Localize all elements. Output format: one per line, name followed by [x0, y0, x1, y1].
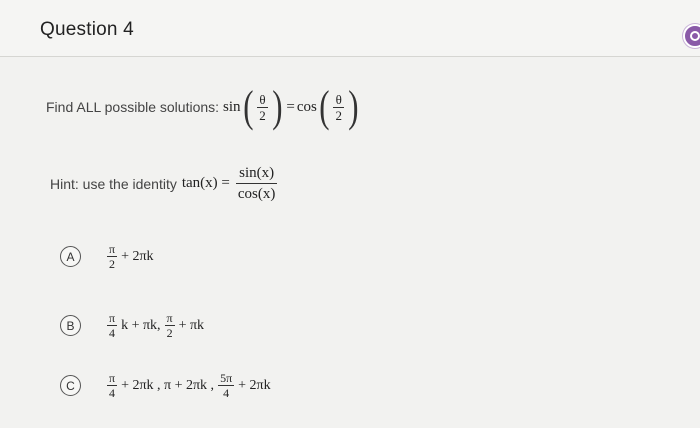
theta-over-2-fraction-rhs: $\frac{\theta}{2}$	[335, 91, 342, 123]
option-c-fraction-1: $\frac{\pi}{4}$	[109, 371, 116, 400]
question-prompt-row	[46, 82, 361, 131]
question-body	[0, 57, 700, 428]
option-a-expression: $\frac{\pi}{2}$ + 2πk	[109, 242, 154, 271]
option-c-badge[interactable]: C	[60, 375, 81, 396]
hint-tan-lhs: tan(x) =	[181, 175, 230, 191]
immersive-reader-icon[interactable]	[683, 24, 700, 48]
answer-option-a[interactable]	[60, 242, 156, 271]
question-prompt: Find ALL possible solutions:	[46, 99, 220, 115]
option-a-badge[interactable]: A	[60, 246, 81, 267]
hint-denominator: cos(x)	[237, 186, 276, 202]
option-c-expression: $\frac{\pi}{4}$ + 2πk , π + 2πk , $\frac{5\pi}{4}$ + 2πk	[109, 371, 271, 400]
question-header	[0, 0, 700, 57]
option-b-fraction-1: $\frac{\pi}{4}$	[109, 311, 116, 340]
cos-function: cos	[296, 98, 317, 115]
hint-text: Hint: use the identity	[50, 175, 177, 192]
option-c-fraction-2: $\frac{5\pi}{4}$	[220, 371, 233, 400]
rhs-argument: ( $\frac{\theta}{2}$ )	[319, 82, 359, 131]
hint-row	[50, 163, 279, 204]
equals-sign: =	[286, 98, 295, 115]
option-b-badge[interactable]: B	[60, 315, 81, 336]
answer-option-b[interactable]	[60, 311, 206, 340]
sin-function: sin	[223, 98, 241, 115]
theta-over-2-fraction: $\frac{\theta}{2}$	[259, 91, 266, 123]
question-title: Question 4	[40, 19, 134, 40]
hint-identity-fraction	[236, 163, 278, 204]
option-b-fraction-2: $\frac{\pi}{2}$	[166, 311, 173, 340]
option-b-expression: $\frac{\pi}{4}$ k + πk, $\frac{\pi}{2}$ + πk	[109, 311, 205, 340]
option-a-fraction: $\frac{\pi}{2}$	[109, 242, 116, 271]
answer-option-c[interactable]	[60, 371, 273, 400]
lhs-argument: ( $\frac{\theta}{2}$ )	[242, 82, 283, 131]
hint-numerator: sin(x)	[239, 165, 275, 181]
